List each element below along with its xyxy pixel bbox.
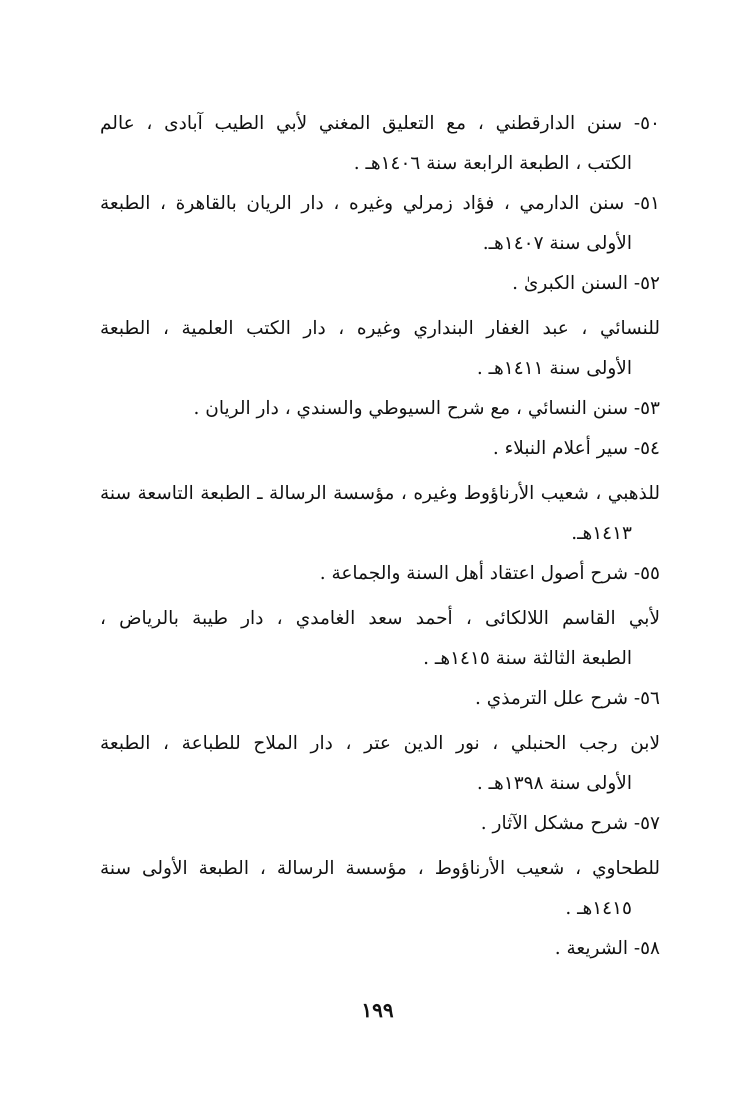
entry-line: ٥٠- سنن الدارقطني ، مع التعليق المغني لأبي الطيب آبادى ، عالم (100, 113, 660, 134)
reference-entry-56-details (100, 724, 660, 804)
entry-line: للطحاوي ، شعيب الأرناؤوط ، مؤسسة الرسالة ، الطبعة الأولى سنة (100, 858, 660, 879)
reference-entry-57-details (100, 849, 660, 929)
entry-line: الطبعة الثالثة سنة ١٤١٥هـ . (423, 648, 632, 669)
references-list (100, 104, 660, 969)
entry-heading: ٥٥- شرح أصول اعتقاد أهل السنة والجماعة . (319, 563, 660, 584)
entry-line: لابن رجب الحنبلي ، نور الدين عتر ، دار الملاح للطباعة ، الطبعة (100, 733, 660, 754)
reference-entry-55-details (100, 599, 660, 679)
entry-line: ٥١- سنن الدارمي ، فؤاد زمرلي وغيره ، دار الريان بالقاهرة ، الطبعة (100, 193, 660, 214)
entry-heading: ٥٢- السنن الكبرىٰ . (512, 273, 660, 294)
reference-entry-58 (100, 929, 660, 969)
reference-entry-54-details (100, 474, 660, 554)
entry-line: الكتب ، الطبعة الرابعة سنة ١٤٠٦هـ . (353, 153, 632, 174)
entry-line: الأولى سنة ١٤١١هـ . (476, 358, 632, 379)
entry-line: ٥٣- سنن النسائي ، مع شرح السيوطي والسندي ، دار الريان . (193, 398, 660, 419)
entry-line: الأولى سنة ١٤٠٧هـ. (482, 233, 632, 254)
entry-line: الأولى سنة ١٣٩٨هـ . (476, 773, 632, 794)
reference-entry-55 (100, 554, 660, 594)
reference-entry-57 (100, 804, 660, 844)
entry-line: للذهبي ، شعيب الأرناؤوط وغيره ، مؤسسة الرسالة ـ الطبعة التاسعة سنة (100, 483, 660, 504)
entry-heading: ٥٨- الشريعة . (554, 938, 660, 959)
reference-entry-51 (100, 184, 660, 264)
reference-entry-56 (100, 679, 660, 719)
entry-heading: ٥٦- شرح علل الترمذي . (474, 688, 660, 709)
reference-entry-53 (100, 389, 660, 429)
reference-entry-54 (100, 429, 660, 469)
entry-line: لأبي القاسم اللالكائى ، أحمد سعد الغامدي ، دار طيبة بالرياض ، (100, 608, 660, 629)
entry-line: ١٤١٥هـ . (565, 898, 632, 919)
reference-entry-50 (100, 104, 660, 184)
entry-line: ١٤١٣هـ. (571, 523, 632, 544)
reference-entry-52 (100, 264, 660, 304)
entry-heading: ٥٤- سير أعلام النبلاء . (492, 438, 660, 459)
page-number: ١٩٩ (361, 998, 394, 1022)
reference-entry-52-details (100, 309, 660, 389)
entry-heading: ٥٧- شرح مشكل الآثار . (480, 813, 660, 834)
entry-line: للنسائي ، عبد الغفار البنداري وغيره ، دار الكتب العلمية ، الطبعة (100, 318, 660, 339)
